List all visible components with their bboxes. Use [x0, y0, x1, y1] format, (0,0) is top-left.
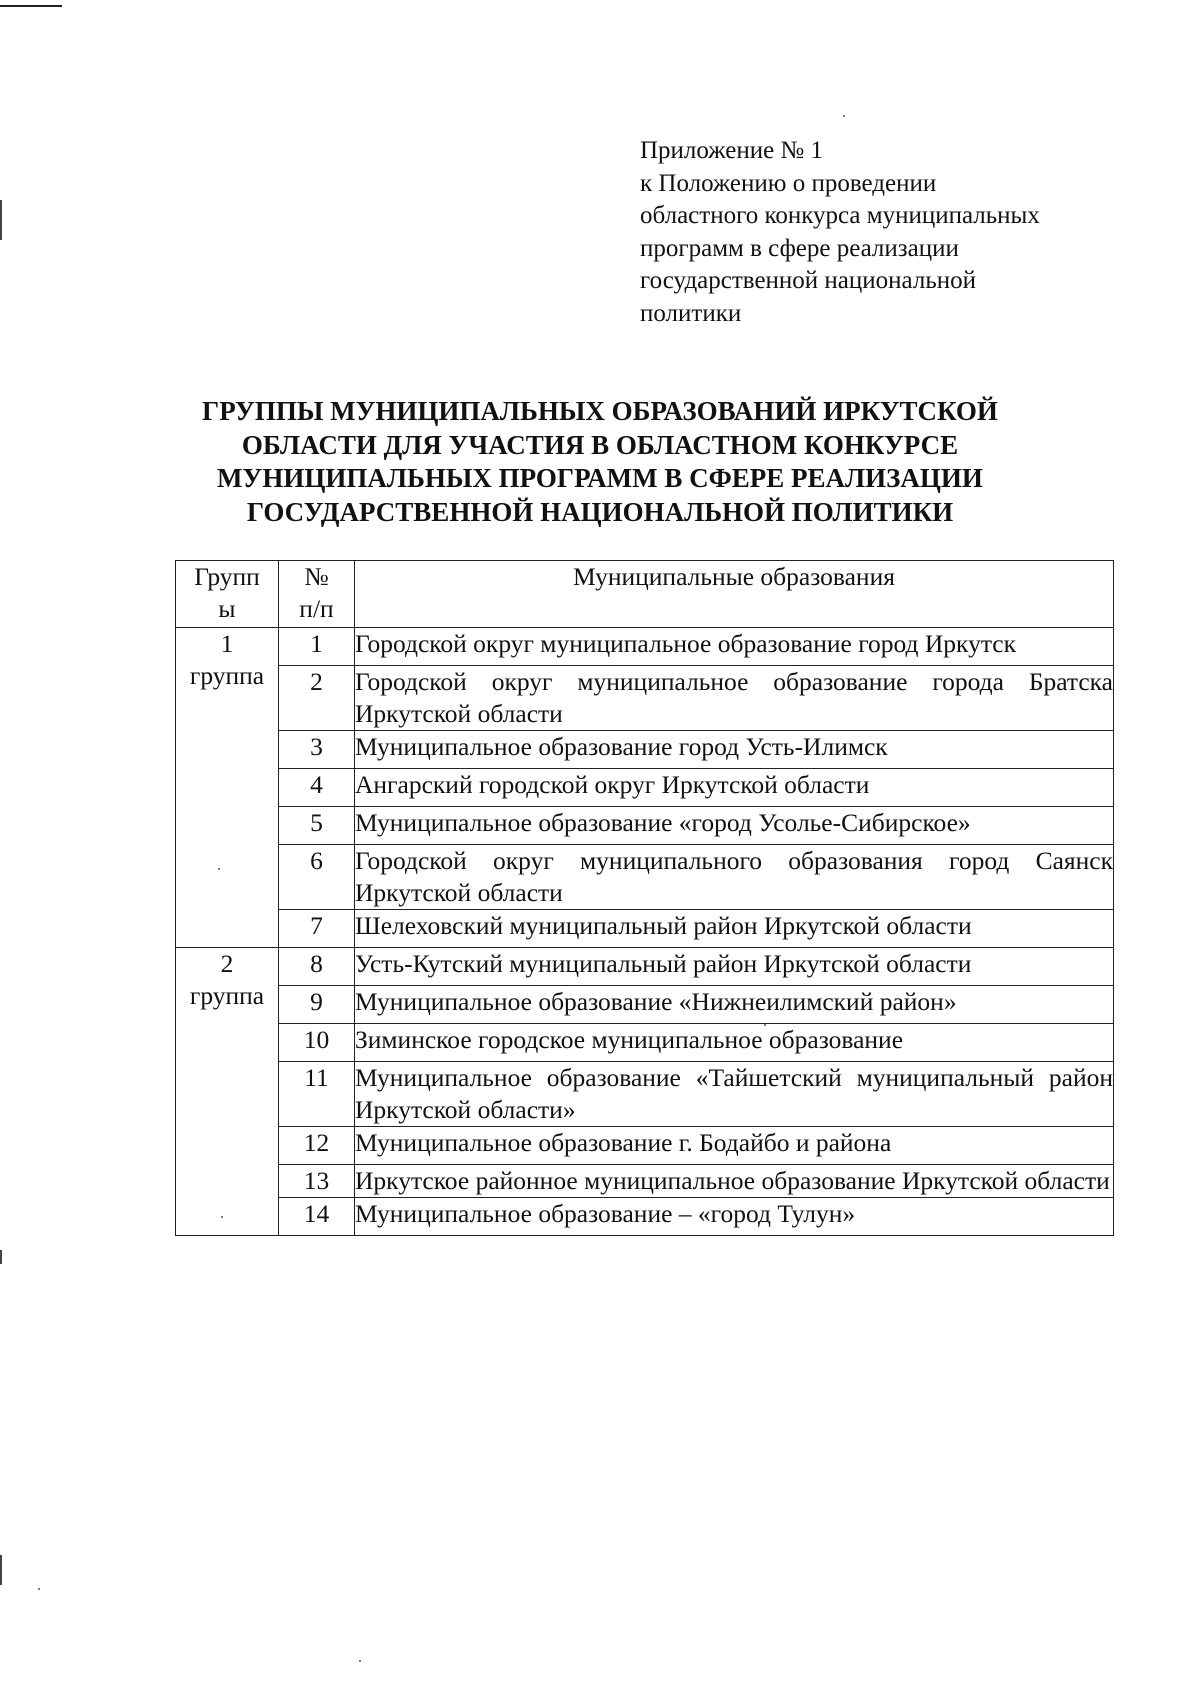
row-number: 5	[279, 807, 355, 845]
table-row	[176, 731, 1114, 769]
municipality-name: Иркутское районное муниципальное образование Иркутской области	[355, 1165, 1114, 1198]
table-row	[176, 986, 1114, 1024]
header-number: № п/п	[279, 561, 355, 628]
group-number: 2	[220, 949, 234, 978]
row-number: 11	[279, 1062, 355, 1127]
title-line: МУНИЦИПАЛЬНЫХ ПРОГРАММ В СФЕРЕ РЕАЛИЗАЦИИ	[217, 463, 983, 493]
row-number: 4	[279, 769, 355, 807]
group-number: 1	[220, 629, 234, 658]
row-number: 7	[279, 910, 355, 948]
header-groups: Групп ы	[176, 561, 279, 628]
annex-line: областного конкурса муниципальных	[640, 202, 1040, 229]
municipality-name: Зиминское городское муниципальное образование	[355, 1024, 1114, 1062]
municipality-name: Шелеховский муниципальный район Иркутской области	[355, 910, 1114, 948]
document-title	[150, 395, 1050, 529]
row-number: 3	[279, 731, 355, 769]
municipality-name: Муниципальное образование г. Бодайбо и района	[355, 1127, 1114, 1165]
row-number: 13	[279, 1165, 355, 1198]
annex-line: программ в сфере реализации	[640, 234, 959, 262]
group-label: группа	[189, 661, 265, 690]
table-row	[176, 1165, 1114, 1198]
municipality-name: Муниципальное образование «Нижнеилимский район»	[355, 986, 1114, 1024]
municipality-name: Усть-Кутский муниципальный район Иркутской области	[355, 948, 1114, 986]
group-cell-2	[176, 948, 279, 1236]
table-row	[176, 845, 1114, 910]
scan-edge-mark	[0, 1555, 2, 1585]
row-number: 2	[279, 666, 355, 731]
row-number: 8	[279, 948, 355, 986]
title-line: ГРУППЫ МУНИЦИПАЛЬНЫХ ОБРАЗОВАНИЙ ИРКУТСКОЙ	[202, 396, 998, 426]
scan-artifact-dot	[843, 115, 845, 117]
table-row	[176, 628, 1114, 666]
table-row	[176, 1198, 1114, 1236]
annex-line: политики	[640, 299, 742, 327]
municipality-name: Городской округ муниципальное образование город Иркутск	[355, 628, 1114, 666]
annex-block	[640, 135, 1140, 330]
table-row	[176, 1127, 1114, 1165]
scan-artifact-line	[0, 5, 62, 7]
row-number: 9	[279, 986, 355, 1024]
row-number: 10	[279, 1024, 355, 1062]
scan-edge-mark	[0, 1250, 2, 1264]
table-row	[176, 666, 1114, 731]
table-header-row	[176, 561, 1114, 628]
municipality-name: Муниципальное образование город Усть-Илимск	[355, 731, 1114, 769]
annex-line: Приложение № 1	[640, 137, 824, 164]
group-label: группа	[189, 981, 265, 1010]
title-line: ОБЛАСТИ ДЛЯ УЧАСТИЯ В ОБЛАСТНОМ КОНКУРСЕ	[241, 429, 959, 460]
groups-table	[175, 560, 1114, 1236]
municipality-name: Ангарский городской округ Иркутской области	[355, 769, 1114, 807]
row-number: 6	[279, 845, 355, 910]
group-cell-1	[176, 628, 279, 948]
table-row	[176, 769, 1114, 807]
municipality-name: Муниципальное образование – «город Тулун»	[355, 1198, 1114, 1236]
table-row	[176, 948, 1114, 986]
scan-artifact-dot	[38, 1588, 40, 1590]
municipality-name: Муниципальное образование «город Усолье-Сибирское»	[355, 807, 1114, 845]
annex-line: государственной национальной	[640, 267, 976, 294]
title-line: ГОСУДАРСТВЕННОЙ НАЦИОНАЛЬНОЙ ПОЛИТИКИ	[246, 496, 954, 527]
scan-edge-mark	[0, 200, 2, 240]
row-number: 12	[279, 1127, 355, 1165]
table-row	[176, 807, 1114, 845]
scan-artifact-dot	[359, 1660, 361, 1662]
row-number: 1	[279, 628, 355, 666]
header-municipalities: Муниципальные образования	[355, 561, 1114, 628]
table-row	[176, 1062, 1114, 1127]
row-number: 14	[279, 1198, 355, 1236]
municipality-name: Городской округ муниципальное образование города Братска Иркутской области	[355, 666, 1114, 731]
table-row	[176, 910, 1114, 948]
annex-line: к Положению о проведении	[640, 169, 937, 197]
municipality-name: Муниципальное образование «Тайшетский муниципальный район Иркутской области»	[355, 1062, 1114, 1127]
municipality-name: Городской округ муниципального образования город Саянск Иркутской области	[355, 845, 1114, 910]
table-row	[176, 1024, 1114, 1062]
